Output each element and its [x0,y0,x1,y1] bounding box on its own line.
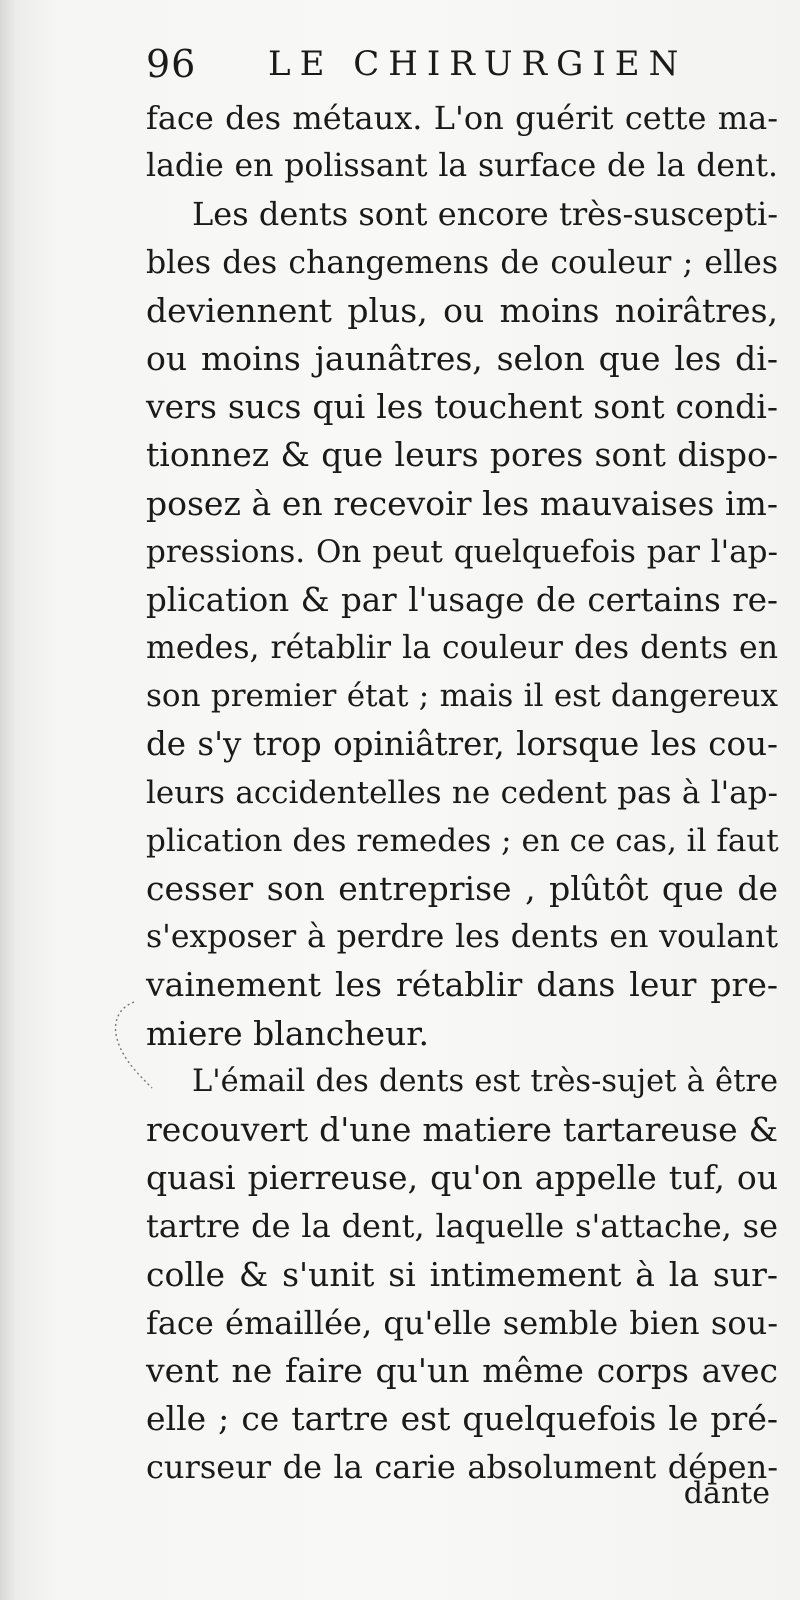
text-line: ladie en polissant la surface de la dent. [146,148,778,185]
text-line: curseur de la carie absolument dépen- [146,1448,778,1487]
text-line: posez à en recevoir les mauvaises im- [146,483,778,523]
text-line: vainement les rétablir dans leur pre- [146,965,778,1005]
text-line: Les dents sont encore très-suscepti- [192,195,778,234]
text-line: recouvert d'une matiere tartareuse & [146,1109,778,1149]
text-line: bles des changemens de couleur ; elles [146,244,778,281]
text-line: tionnez & que leurs pores sont dispo- [146,435,778,475]
text-line: colle & s'unit si intimement à la sur- [146,1254,778,1294]
catchword: dante [683,1476,770,1511]
pencil-bracket-mark [100,1000,170,1090]
text-line: medes, rétablir la couleur des dents en [146,630,778,667]
running-title: LE CHIRURGIEN [268,44,688,84]
page-number: 96 [146,42,197,86]
body-text [146,94,778,1491]
text-line: vent ne faire qu'un même corps avec [146,1350,778,1390]
text-line: quasi pierreuse, qu'on appelle tuf, ou [146,1158,778,1198]
text-line: son premier état ; mais il est dangereux [146,678,778,715]
text-line: plication & par l'usage de certains re- [146,580,778,619]
text-line: face des métaux. L'on guérit cette ma- [146,99,778,137]
page-header [146,42,786,94]
text-line: deviennent plus, ou moins noirâtres, [146,290,778,330]
text-line: ou moins jaunâtres, selon que les di- [146,338,778,378]
text-line: leurs accidentelles ne cedent pas à l'ap- [146,774,778,811]
text-line: pressions. On peut quelquefois par l'ap- [146,533,778,570]
text-line: elle ; ce tartre est quelquefois le pré- [146,1399,778,1439]
text-line: de s'y trop opiniâtrer, lorsque les cou- [146,725,778,764]
text-line: s'exposer à perdre les dents en voulant [146,919,778,956]
text-line: cesser son entreprise , plûtôt que de [146,869,778,908]
text-line: L'émail des dents est très-sujet à être [192,1063,778,1099]
text-line: plication des remedes ; en ce cas, il faut [146,822,779,859]
text-line: face émaillée, qu'elle semble bien sou- [146,1303,778,1342]
text-line: vers sucs qui les touchent sont condi- [146,387,778,427]
text-line: miere blancheur. [146,1013,429,1053]
page-gutter-shadow [0,0,18,1600]
text-line: tartre de la dent, laquelle s'attache, se [146,1207,778,1246]
